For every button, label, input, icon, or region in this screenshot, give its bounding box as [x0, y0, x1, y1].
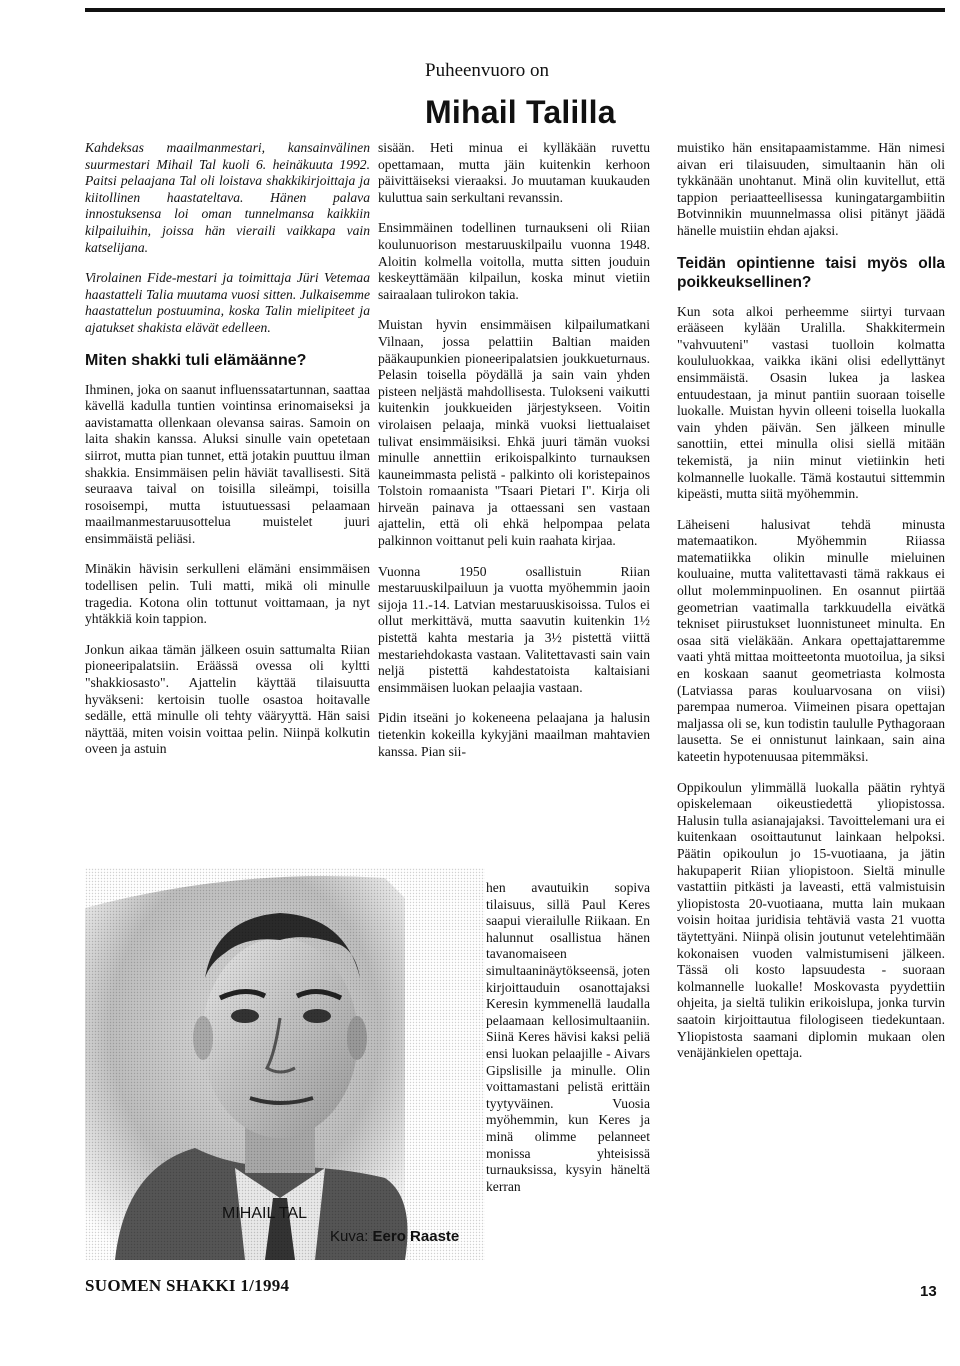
column-2	[378, 140, 650, 774]
page-number: 13	[920, 1283, 937, 1300]
body-paragraph: Läheiseni halusivat tehdä minusta matemaatikon. Myöhemmin Riiassa matematiikka olikin minulle mieluinen kouluaine, mutta valitettavasti tämä rakkaus ei ollut molemminpuolinen. En osannut piirtää geometrian vaatimalla tarkkuudella eivätkä tekniset piirustukset luonnistuneet minulta. En osaa sitä vieläkään. Ankara opettajattaremme vaati yhtä mittaa moitteetonta muotoilua, ja siksi en koskaan saanut geometriasta kolmosta (Latviassa paras kouluarvosana on viisi) parempaa numeroa. Viimeinen pisara opettajan maljassa oli se, kun todistin taululle Pythagoraan lausetta. Se ei onnistunut lainkaan, sain aina kateetin hypotenuusaa pitemmäksi.	[677, 516, 945, 764]
intro-paragraph-1: Kahdeksas maailmanmestari, kansainvälinen suurmestari Mihail Tal kuoli 6. heinäkuuta 1992. Paitsi pelaajana Tal oli loistava shakkikirjoittaja ja kiitollinen haastateltava. Hänen palava innostuksensa loi oman tunnelmansa kaikkiin kilpailuihin, joissa hän vieraili vaikkapa vain katselijana.	[85, 140, 370, 255]
photographer-name: Eero Raaste	[372, 1228, 460, 1245]
section-heading-2: Teidän opintienne taisi myös olla poikkeuksellinen?	[677, 254, 945, 291]
photo-credit	[330, 1228, 459, 1245]
body-paragraph: Jonkun aikaa tämän jälkeen osuin sattumalta Riian pioneeripalatsiin. Eräässä ovessa oli kyltti "shakkiosasto". Ajattelin käyttää tilaisuutta hyväkseni: kertoisin tuolle osastoa hoitavalle sedälle, että minulle oli tehty vääryyttä. Hän saisi näyttää, miten voisin voittaa pelin. Niinpä kolkutin oveen ja astuin	[85, 641, 370, 757]
body-paragraph: Oppikoulun ylimmällä luokalla päätin ryhtyä opiskelemaan oikeustiedettä yliopistossa. Halusin tulla asianajajaksi. Tavoittelemani ura ei kuitenkaan osoittautunut lainkaan helpoksi. Päätin opikoulun jo 15-vuotiaana, ja jätin hakupaperit Riian yliopistoon. Sieltä minulle vastattiin pitkästi ja laveasti, että valmistuisin yliopistosta 20-vuotiaana, mutta lain mukaan voisin hoitaa juridisia tehtäviä vasta 21 vuotta täytettyäni. Niinpä olisin joutunut vetelehtimään kokonaisen vuoden valmistumiseni jälkeen. Tässä oli kosto lapsuudesta - suoraan kolmannelle luokalle! Moskovasta pyydettiin ohjeita, ja sieltä tulikin erikoislupa, jonka turvin saatoin kirjoittautua filologiseen tiedekuntaan. Yliopistosta saamani diplomin mukaan olen venäjänkielen opettaja.	[677, 779, 945, 1061]
column-3	[677, 140, 945, 1076]
body-paragraph: Kun sota alkoi perheemme siirtyi turvaan erääseen kylään Uralilla. Shakkitermein "vahvuuteni" vastasi tuolloin kolmatta koululuokkaa, vaikka ikäni olisi edellyttänyt ensimmäistä. Osasin lukea ja laskea entuudestaan, ja minut pantiin suoraan toiselle luokalle. Muistan hyvin olleeni toisella luokalla vain yhden päivän. Sen jälkeen minulle sanottiin, ettei minulla olisi siellä mitään tekemistä, ja niin minut vietiinkin heti kolmannelle luokalle. Tämä kostautui sittemmin kipeästi, mutta siitä myöhemmin.	[677, 303, 945, 502]
photo-credit-label: Kuva:	[330, 1228, 369, 1245]
body-paragraph: Muistan hyvin ensimmäisen kilpailumatkani Vilnaan, jossa pelattiin Baltian maiden pääkaupunkien pioneeripalatsien joukkueturnaus. Pelasin toisella pöydällä ja sain vain yhden pisteen neljästä mahdollisesta. Tulokseni vaikutti kuitenkin joukkueiden järjestykseen. Voitin virolaisen pelaaja, minkä vuoksi liettualaiset tulivat ensimmäisiksi. Ehkä juuri tämän vuoksi minulle annettiin erikoispalkinto turnauksen kauneimmasta pelistä - palkinto oli koristepainos Tolstoin romaanista "Tsaari Pietari I". Kirja oli hirveän painava ja ottaessani sen vastaan ajattelin, että oli ehkä helpompaa pelata palkinnon voittanut peli kuin raahata kirjaa.	[378, 317, 650, 549]
page-title: Mihail Talilla	[425, 94, 616, 130]
portrait-photo	[85, 868, 485, 1260]
body-paragraph: Ensimmäinen todellinen turnaukseni oli Riian koulunuorison mestaruuskilpailu vuonna 1948. Aloitin kolmella voitolla, mutta sitten jouduin keskeyttämään kilpailun, koska minut vietiin sairaalaan tulirokon takia.	[378, 220, 650, 302]
body-paragraph: muistiko hän ensitapaamistamme. Hän nimesi aivan eri tilaisuuden, simultaanin hän oli tykkänään unohtanut. Minä olin kuvitellut, että tappion periaatteellisessa kuningatargambiitin Botvinnikin muunnelmassa olisi pitänyt jäädä hänelle muistiin ehdan ajaksi.	[677, 140, 945, 238]
section-heading-1: Miten shakki tuli elämäänne?	[85, 351, 307, 369]
column-1	[85, 140, 370, 772]
portrait-photo-block	[85, 868, 485, 1260]
top-rule	[85, 8, 945, 12]
body-paragraph: sisään. Heti minua ei kylläkään ruvettu opettamaan, mutta jäin kuitenkin kerhoon päivittäiseksi vieraaksi. Jo muutaman kuukauden kuluttua sain serkultani revanssin.	[378, 140, 650, 205]
body-paragraph: Ihminen, joka on saanut influenssatartunnan, saattaa kävellä kadulla tuntien vointinsa erinomaiseksi ja aavistamatta ollenkaan olevansa sairas. Samoin on laita shakin kanssa. Aluksi sinulle vain opetetaan siirrot, mutta pian tunnet, että jotakin puuttuu ilman shakkia. Ensimmäisen pelin häviät tavallisesti. Sitä seuraava taival on toisilla sileämpi, toisilla rosoisempi, mutta istuutuessasi pelaamaan maailmanmestaruusottelua muistelet juuri ensimmäistä peliäsi.	[85, 381, 370, 546]
photo-caption: MIHAIL TAL	[222, 1205, 308, 1222]
wrapped-text-beside-photo: hen avautuikin sopiva tilaisuus, sillä Paul Keres saapui vierailulle Riikaan. En halunnut osallistua hänen tavanomaiseen simultaaninäytökseensä, joten kirjoittauduin osanottajaksi Keresin kymmenellä laudalla pelaamaan kellosimultaaniin. Siinä Keres hävisi kaksi peliä ensi luokan pelaajille - Aivars Gipslisille ja minulle. Olin voittamastani pelistä erittäin tyytyväinen. Vuosia myöhemmin, kun Keres ja minä olimme pelanneet monissa yhteisissä turnauksissa, kysyin häneltä kerran	[486, 880, 650, 1194]
body-paragraph: Minäkin hävisin serkulleni elämäni ensimmäisen todellisen pelin. Tuli matti, mikä oli minulle tragedia. Kotona olin tottunut voittamaan, ja nyt yhtäkkiä koin tappion.	[85, 561, 370, 627]
body-paragraph: Vuonna 1950 osallistuin Riian mestaruuskilpailuun ja vuotta myöhemmin jaoin sijoja 11.-14. Latvian mestaruuskisoissa. Tulos ei ollut merkittävä, mutta saavutin kuitenkin 1½ pistettä kahta mestaria ja 3½ pistettä viittä mestariehdokasta vastaan. Valitettavasti sain vain neljä pistettä kahdestatoista kaltaisiani ensimmäisen luokan pelaajia vastaan.	[378, 563, 650, 695]
intro-paragraph-2: Virolainen Fide-mestari ja toimittaja Jüri Vetemaa haastatteli Talia muutama vuosi sitten. Julkaisemme haastattelun postuumina, koska Talin mielipiteet ja ajatukset shakista elävät edelleen.	[85, 270, 370, 335]
magazine-footer: SUOMEN SHAKKI 1/1994	[85, 1276, 290, 1295]
kicker: Puheenvuoro on	[425, 60, 550, 81]
body-paragraph: Pidin itseäni jo kokeneena pelaajana ja halusin tietenkin kokeilla kykyjäni maailman mahtavien kanssa. Pian sii-	[378, 710, 650, 759]
